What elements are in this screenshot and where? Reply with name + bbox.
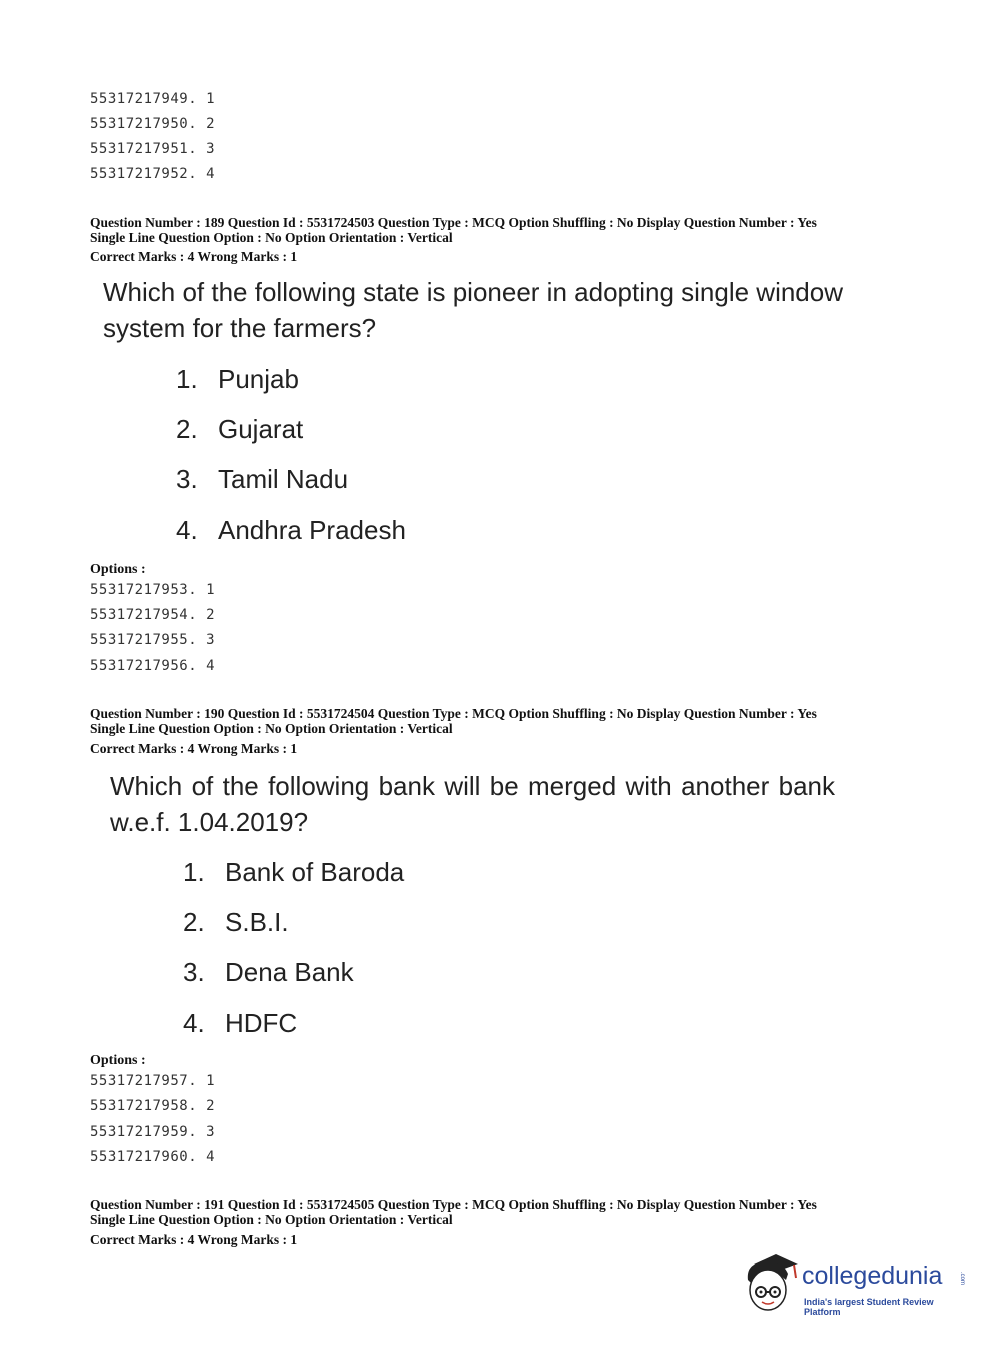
option-id-line: 55317217950. 2 <box>90 116 216 132</box>
choice-number: 1. <box>183 857 205 887</box>
choice-item <box>176 515 406 546</box>
choice-item <box>183 1008 297 1039</box>
choice-text: Dena Bank <box>225 957 354 987</box>
option-id-line: 55317217952. 4 <box>90 166 216 182</box>
logo-tagline: India's largest Student Review Platform <box>804 1297 934 1317</box>
choice-item <box>183 857 404 888</box>
option-id-line: 55317217959. 3 <box>90 1124 216 1140</box>
choice-number: 4. <box>183 1008 205 1038</box>
question-text: Which of the following state is pioneer in adopting single window system for the farmers? <box>103 277 843 343</box>
collegedunia-logo <box>742 1250 972 1320</box>
choice-text: Punjab <box>218 364 299 394</box>
option-id-line: 55317217949. 1 <box>90 91 216 107</box>
question-meta-orientation: Single Line Question Option : No Option Orientation : Vertical <box>90 721 453 736</box>
question-meta: Question Number : 191 Question Id : 5531724505 Question Type : MCQ Option Shuffling : No Display Question Number : Yes <box>90 1197 817 1212</box>
choice-number: 2. <box>176 414 198 444</box>
question-marks: Correct Marks : 4 Wrong Marks : 1 <box>90 249 298 264</box>
logo-suffix: .com <box>959 1272 965 1286</box>
choice-item <box>183 957 354 988</box>
option-id-line: 55317217958. 2 <box>90 1098 216 1114</box>
option-id-line: 55317217957. 1 <box>90 1073 216 1089</box>
option-id-line: 55317217953. 1 <box>90 582 216 598</box>
choice-item <box>176 364 299 395</box>
option-id-line: 55317217951. 3 <box>90 141 216 157</box>
choice-number: 3. <box>183 957 205 987</box>
choice-item <box>176 414 303 445</box>
choice-number: 4. <box>176 515 198 545</box>
options-label: Options : <box>90 1053 146 1068</box>
choice-item <box>176 464 348 495</box>
question-meta: Question Number : 189 Question Id : 5531724503 Question Type : MCQ Option Shuffling : No Display Question Number : Yes <box>90 215 817 230</box>
student-mascot-icon <box>742 1250 804 1316</box>
question-meta-orientation: Single Line Question Option : No Option Orientation : Vertical <box>90 230 453 245</box>
option-id-line: 55317217954. 2 <box>90 607 216 623</box>
choice-text: Tamil Nadu <box>218 464 349 494</box>
choice-text: Bank of Baroda <box>225 857 405 887</box>
question-text: Which of the following bank will be merged with another bank w.e.f. 1.04.2019? <box>110 771 835 837</box>
choice-text: S.B.I. <box>225 907 289 937</box>
choice-text: HDFC <box>225 1008 298 1038</box>
choice-item <box>183 907 289 938</box>
option-id-line: 55317217960. 4 <box>90 1149 216 1165</box>
logo-name: collegedunia <box>802 1262 943 1290</box>
choice-text: Gujarat <box>218 414 304 444</box>
choice-number: 3. <box>176 464 198 494</box>
choice-text: Andhra Pradesh <box>218 515 406 545</box>
options-label: Options : <box>90 562 146 577</box>
option-id-line: 55317217955. 3 <box>90 632 216 648</box>
choice-number: 1. <box>176 364 198 394</box>
question-marks: Correct Marks : 4 Wrong Marks : 1 <box>90 741 298 756</box>
question-meta: Question Number : 190 Question Id : 5531724504 Question Type : MCQ Option Shuffling : No Display Question Number : Yes <box>90 706 817 721</box>
option-id-line: 55317217956. 4 <box>90 658 216 674</box>
question-meta-orientation: Single Line Question Option : No Option Orientation : Vertical <box>90 1212 453 1227</box>
question-marks: Correct Marks : 4 Wrong Marks : 1 <box>90 1232 298 1247</box>
choice-number: 2. <box>183 907 205 937</box>
